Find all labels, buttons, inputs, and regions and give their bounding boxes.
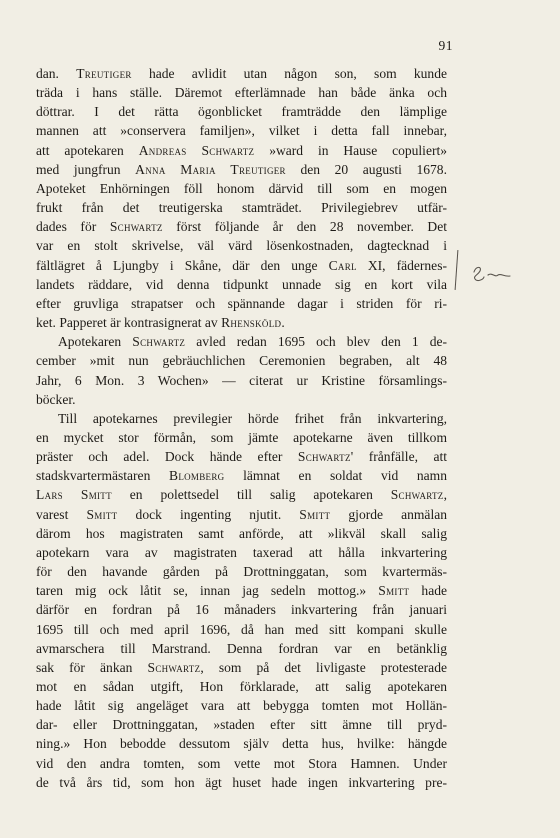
text-line: Apotekaren Schwartz avled redan 1695 och blev den 1 de- [58,334,448,350]
text-line: cember »mit nun gebräuchlichen Ceremonien begraben, alt 48 [36,353,447,369]
handwritten-mark-icon [470,258,530,288]
text-line: stadskvartermästaren Blomberg lämnat en soldat vid namn [36,468,447,484]
text-line: Jahr, 6 Mon. 3 Wochen» — citerat ur Kristine församlings- [36,372,447,388]
text-line: fältlägret å Ljungby i Skåne, där den unge Carl XI, fädernes- [36,257,447,273]
text-line: träda i hans ställe. Däremot efterlämnade han både änka och [36,85,447,101]
body-text [36,64,447,792]
text-line: hade låtit sig angeläget vara att bebygga tomten mot Hollän- [36,698,447,714]
text-line: varest Smitt dock ingenting njutit. Smitt gjorde anmälan [36,506,447,522]
text-line: att apotekaren Andreas Schwartz »ward in Hause copuliert» [36,142,448,158]
text-line: för den havande gården på Drottninggatan, som kvartermäs- [36,564,447,580]
text-line: landets räddare, vid denna tidpunkt unnade sig en kort vila [36,276,447,292]
text-line: döttrar. I det rätta ögonblicket framträdde den lämplige [36,104,447,120]
text-line: böcker. [36,391,76,407]
text-line: mannen att »conservera familjen», vilket i detta fall innebar, [36,123,447,139]
text-line: efter gruvliga strapatser och spännande dagar i striden för ri- [36,295,447,311]
text-line: de två års tid, som hon ägt huset hade ingen inkvartering pre- [36,774,447,790]
text-line: mot en sådan utgift, Hon förklarade, att salig apotekaren [36,679,447,694]
text-line: sak för änkan Schwartz, som på det livligaste protesterade [36,659,447,675]
text-line: apotekarn vara av magistraten taxerad att hålla inkvartering [36,544,447,560]
text-line: frukt från det treutigerska stamträdet. Privilegiebrev utfär- [36,200,447,216]
text-line: Apoteket Enhörningen föll honom därvid till som en mogen [36,180,447,196]
text-line: präster och adel. Dock hände efter Schwartz' frånfälle, att [36,449,448,465]
margin-annotation [454,244,544,304]
text-line: avmarschera till Marstrand. Denna fordran var en betänklig [36,640,447,656]
text-line: dan. Treutiger hade avlidit utan någon son, som kunde [36,66,447,81]
page-number: 91 [438,38,453,53]
text-line: en mycket stor förmån, som jämte apotekarne även tillkom [36,429,447,445]
text-line: Till apotekarnes previlegier hörde frihet från inkvartering, [58,410,447,426]
text-line: Lars Smitt en polettsedel till salig apotekaren Schwartz, [36,487,447,503]
paragraph [36,64,447,792]
text-line: taren mig ock låtit se, innan jag sedeln mottog.» Smitt hade [36,583,447,599]
text-line: ket. Papperet är kontrasignerat av Rhensköld. [36,315,285,331]
text-line: därför en fordran på 16 månaders inkvartering från januari [36,602,447,618]
margin-line-mark [455,250,459,290]
text-line: ning.» Hon bebodde dessutom själv detta hus, hvilke: hängde [36,736,447,752]
text-line: 1695 till och med april 1696, då han med sitt kompani skulle [36,621,447,637]
text-line: dades för Schwartz först följande år den 28 november. Det [36,219,447,235]
text-line: dar- eller Drottninggatan, »staden efter sitt ämne till pryd- [36,717,447,733]
text-line: därom hos magistraten samt anförde, att »likväl skall salig [36,525,447,541]
text-line: vid den andra tomten, som vette mot Stora Hamnen. Under [36,755,447,771]
text-line: var en stolt skrivelse, väl värd lösenkostnaden, dagtecknad i [36,238,447,254]
text-line: med jungfrun Anna Maria Treutiger den 20 augusti 1678. [36,161,447,177]
